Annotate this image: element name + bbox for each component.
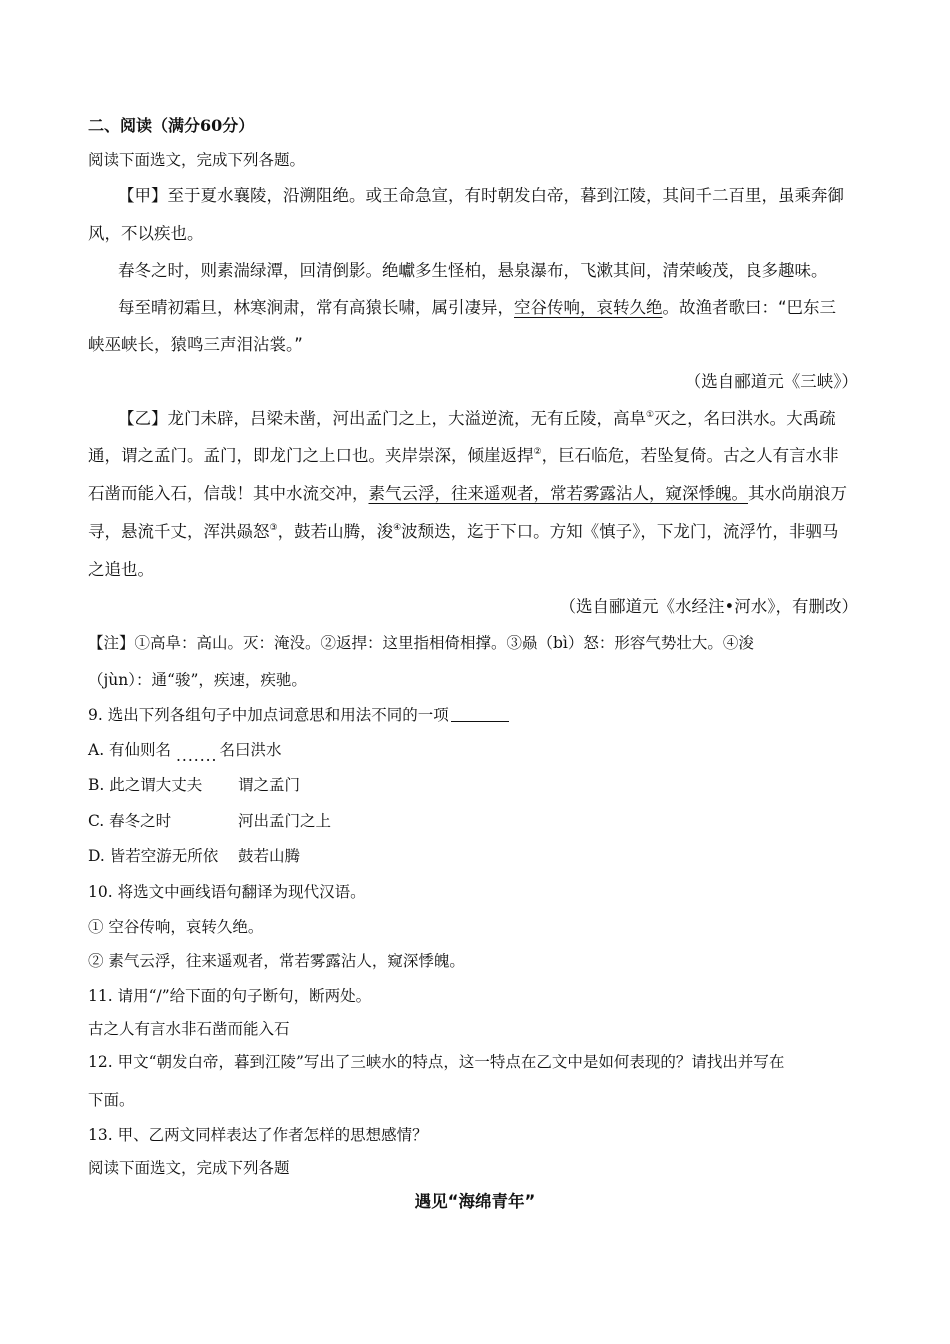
yi-line-2 [88, 444, 839, 468]
note-line-1: 【注】①高阜：高山。灭：淹没。②返捍：这里指相倚相撑。③赑（bì）怒：形容气势壮大。④浚 [88, 634, 754, 652]
yi-line-1-start: 【乙】龙门未辟，吕梁未凿，河出孟门之上，大溢逆流，无有丘陵，高阜 [118, 409, 646, 428]
q9-option-d [88, 844, 300, 868]
option-a-right: 名曰洪水 [219, 741, 282, 759]
question-10-item-1: ① 空谷传响，哀转久绝。 [88, 918, 264, 936]
next-passage-title: 遇见“海绵青年” [414, 1192, 536, 1211]
yi-line-4 [88, 520, 838, 544]
question-11: 11. 请用“/”给下面的句子断句，断两处。 [88, 987, 372, 1005]
question-12-line-1: 12. 甲文“朝发白帝，暮到江陵”写出了三峡水的特点，这一特点在乙文中是如何表现的？请找出并写在 [88, 1053, 785, 1071]
yi-line-3-start: 石凿而能入石，信哉！其中水流交冲， [88, 484, 369, 503]
yi-line-4-start: 寻，悬流千丈，浑洪赑怒 [88, 522, 270, 541]
yi-line-1-end: 灭之，名曰洪水。大禹疏 [654, 409, 836, 428]
option-a-left: A. 有仙则名 [88, 741, 172, 759]
jia-source: （选自郦道元《三峡》） [684, 372, 858, 391]
jia-line-4-start: 每至晴初霜旦，林寒涧肃，常有高猿长啸，属引凄异， [118, 298, 514, 317]
question-10-item-2: ② 素气云浮，往来遥观者，常若雾露沾人，窥深悸魄。 [88, 952, 465, 970]
option-d-right: 鼓若山腾 [238, 847, 301, 865]
question-12-line-2: 下面。 [88, 1091, 135, 1109]
jia-line-2: 风，不以疾也。 [88, 224, 204, 243]
section-title: 二、阅读（满分60分） [88, 116, 255, 135]
jia-line-5: 峡巫峡长，猿鸣三声泪沾裳。” [88, 335, 303, 354]
emphasis-dots: ....... [176, 747, 218, 765]
footnote-mark-4: ④ [393, 523, 402, 533]
jia-line-3: 春冬之时，则素湍绿潭，回清倒影。绝巘多生怪柏，悬泉瀑布，飞漱其间，清荣峻茂，良多趣味。 [118, 261, 828, 280]
yi-line-1 [118, 407, 836, 431]
option-c-left: C. 春冬之时 [88, 812, 172, 830]
option-b-left: B. 此之谓大丈夫 [88, 776, 203, 794]
yi-line-5: 之追也。 [88, 560, 154, 579]
option-c-right: 河出孟门之上 [238, 812, 332, 830]
yi-line-4-end: 波颓迭，迄于下口。方知《慎子》，下龙门，流浮竹，非驷马 [401, 522, 839, 541]
q9-option-c [88, 809, 331, 833]
yi-line-2-end: ，巨石临危，若坠复倚。古之人有言水非 [541, 446, 839, 465]
jia-line-1: 【甲】至于夏水襄陵，沿溯阻绝。或王命急宣，有时朝发白帝，暮到江陵，其间千二百里，虽乘奔御 [118, 186, 844, 205]
q9-option-b [88, 773, 300, 797]
question-13: 13. 甲、乙两文同样表达了作者怎样的思想感情？ [88, 1126, 428, 1144]
footnote-mark-2: ② [533, 447, 542, 457]
jia-line-4 [118, 296, 836, 320]
question-9-text: 9. 选出下列各组句子中加点词意思和用法不同的一项 [88, 706, 449, 724]
yi-line-3-end: 其水尚崩浪万 [748, 484, 847, 503]
note-line-2: （jùn）：通“骏”，疾速，疾驰。 [88, 671, 307, 689]
yi-line-2-start: 通，谓之孟门。孟门，即龙门之上口也。夹岸崇深，倾崖返捍 [88, 446, 534, 465]
yi-line-4-mid: ，鼓若山腾，浚 [277, 522, 394, 541]
underlined-sentence-2: 素气云浮，往来遥观者，常若雾露沾人，窥深悸魄。 [368, 484, 748, 503]
question-11-text: 古之人有言水非石凿而能入石 [88, 1020, 290, 1038]
option-b-right: 谓之孟门 [238, 776, 301, 794]
jia-line-4-end: 。故渔者歌曰：“巴东三 [662, 298, 837, 317]
question-9 [88, 703, 509, 727]
question-10: 10. 将选文中画线语句翻译为现代汉语。 [88, 883, 366, 901]
option-d-left: D. 皆若空游无所依 [88, 847, 219, 865]
next-instruction: 阅读下面选文，完成下列各题 [88, 1159, 290, 1177]
footnote-mark-1: ① [646, 410, 655, 420]
yi-source: （选自郦道元《水经注•河水》，有删改） [559, 597, 858, 616]
yi-line-3 [88, 482, 847, 506]
footnote-mark-3: ③ [269, 523, 278, 533]
q9-option-a [88, 738, 282, 765]
underlined-sentence-1: 空谷传响，哀转久绝 [514, 298, 663, 317]
answer-blank[interactable] [451, 705, 509, 722]
section-instruction: 阅读下面选文，完成下列各题。 [88, 151, 306, 169]
